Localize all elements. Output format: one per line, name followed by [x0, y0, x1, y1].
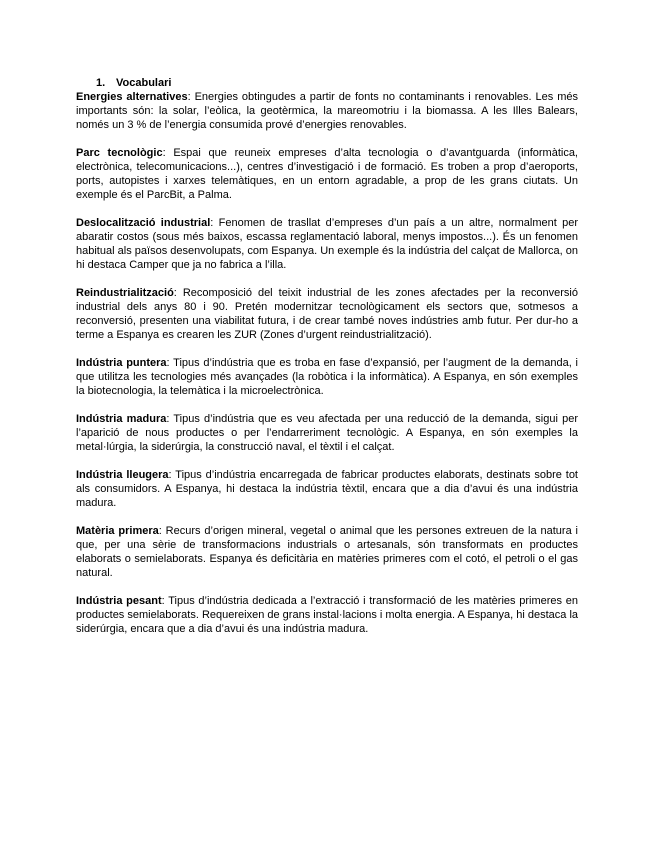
- glossary-entry: [76, 594, 578, 636]
- glossary-entry: [76, 524, 578, 580]
- glossary-entry: [76, 468, 578, 510]
- glossary-term: Deslocalització industrial: [76, 217, 211, 229]
- glossary-entry: [76, 286, 578, 342]
- glossary-definition: : Energies obtingudes a partir de fonts no contaminants i renovables. Les més importants són: la solar, l’eòlica, la geotèrmica, la mareomotriu i la biomassa. A les Illes Balears, només un 3 % de l’energia consumida prové d’energies renovables.: [76, 91, 578, 131]
- document-page: [76, 76, 578, 650]
- section-number: 1.: [96, 77, 106, 89]
- glossary-entry: [76, 146, 578, 202]
- glossary-entry: [76, 90, 578, 132]
- glossary-definition: : Fenomen de trasllat d’empreses d’un país a un altre, normalment per abaratir costos (sous més baixos, escassa reglamentació laboral, menys impostos...). És un fenomen habitual als països desenvolupats, com Espanya. Un exemple és la indústria del calçat de Mallorca, on hi destaca Camper que ja no fabrica a l’illa.: [76, 217, 578, 271]
- glossary-term: Indústria lleugera: [76, 469, 169, 481]
- glossary-definition: : Espai que reuneix empreses d’alta tecnologia o d’avantguarda (informàtica, electrònica, telecomunicacions...), centres d’investigació i de formació. Es troben a prop d’aeroports, ports, autopistes i xarxes telemàtiques, en un entorn agradable, a prop de les grans ciutats. Un exemple és el ParcBit, a Palma.: [76, 147, 578, 201]
- glossary-definition: : Recurs d’origen mineral, vegetal o animal que les persones extreuen de la natura i que, per una sèrie de transformacions industrials o artesanals, són transformats en productes elaborats o semielaborats. Espanya és deficitària en matèries primeres com el cotó, el petroli o el gas natural.: [76, 525, 578, 579]
- glossary-term: Matèria primera: [76, 525, 159, 537]
- glossary-definition: : Tipus d’indústria dedicada a l’extracció i transformació de les matèries primeres en productes semielaborats. Requereixen de grans instal·lacions i molta energia. A Espanya, hi destaca la siderúrgia, encara que a dia d’avui és una indústria madura.: [76, 595, 579, 635]
- glossary-term: Parc tecnològic: [76, 147, 163, 159]
- glossary-definition: : Tipus d’indústria que es troba en fase d’expansió, per l’augment de la demanda, i que utilitza les tecnologies més avançades (la robòtica i la informàtica). A Espanya, en són exemples la biotecnologia, la telemàtica i la microelectrònica.: [76, 357, 578, 397]
- glossary-definition: : Tipus d’indústria que es veu afectada per una reducció de la demanda, sigui per l’aparició de nous productes o per l’endarreriment tecnològic. A Espanya, en són exemples la metal·lúrgia, la siderúrgia, la construcció naval, el tèxtil i el calçat.: [76, 413, 578, 453]
- glossary-entry: [76, 412, 578, 454]
- glossary-entry: [76, 356, 578, 398]
- glossary-definition: : Tipus d’indústria encarregada de fabricar productes elaborats, destinats sobre tot als consumidors. A Espanya, hi destaca la indústria tèxtil, encara que a dia d’avui és una indústria madura.: [76, 469, 578, 509]
- section-title: Vocabulari: [116, 77, 172, 89]
- glossary-term: Indústria pesant: [76, 595, 162, 607]
- glossary-definition: : Recomposició del teixit industrial de les zones afectades per la reconversió industrial dels anys 80 i 90. Pretén modernitzar tecnològicament els sectors que, sotmesos a reconversió, presenten una viabilitat futura, i de crear també noves indústries amb futur. Per dur-ho a terme a Espanya es crearen les ZUR (Zones d’urgent reindustrialització).: [76, 287, 578, 341]
- glossary-term: Indústria madura: [76, 413, 167, 425]
- glossary-term: Indústria puntera: [76, 357, 167, 369]
- glossary-term: Reindustrialització: [76, 287, 174, 299]
- glossary-entry: [76, 216, 578, 272]
- glossary-term: Energies alternatives: [76, 91, 188, 103]
- section-heading: [96, 76, 578, 90]
